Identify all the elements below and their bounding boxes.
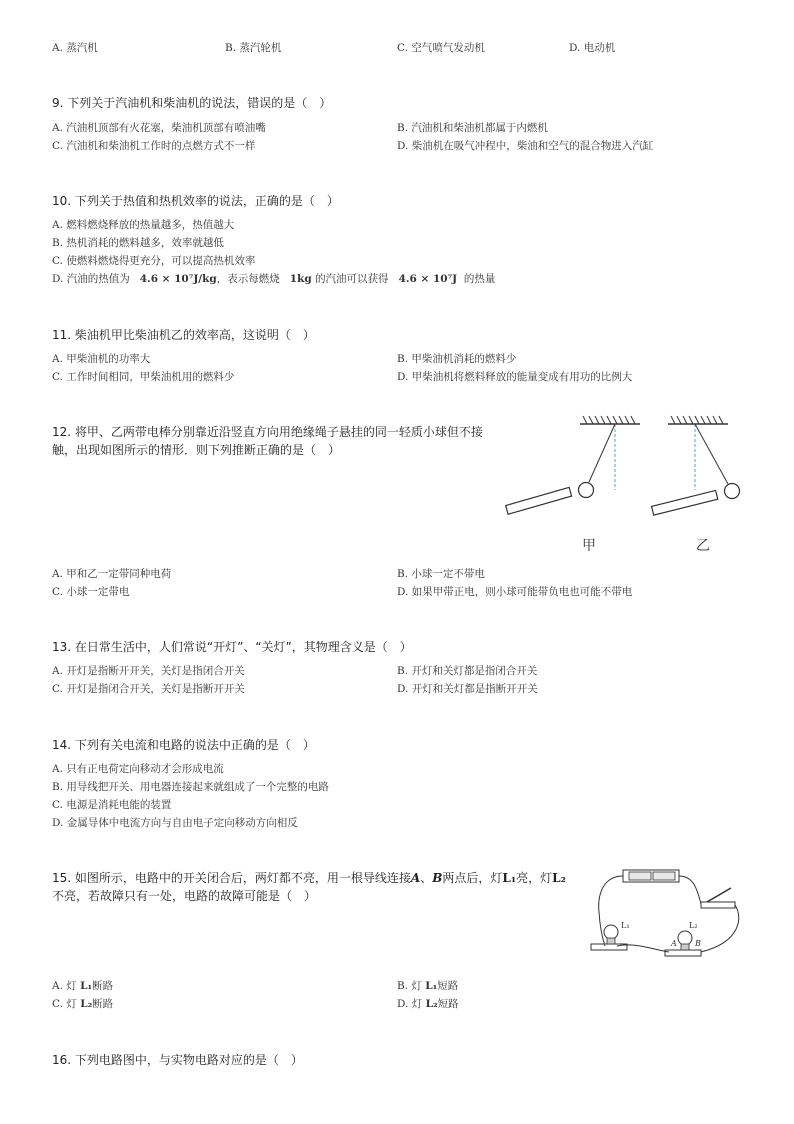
q13-option-b: B. 开灯和关灯都是指闭合开关 xyxy=(397,665,538,677)
q9-option-c: C. 汽油机和柴油机工作时的点燃方式不一样 xyxy=(52,140,256,152)
q10-stem: 10. 下列关于热值和热机效率的说法，正确的是（ ） xyxy=(52,194,339,208)
q15-option-c-prefix: C. 灯 xyxy=(52,998,77,1010)
q15-lamp2: L₂ xyxy=(552,871,566,885)
fig-label-l1: L₁ xyxy=(621,921,630,930)
q13-option-d: D. 开灯和关灯都是指断开开关 xyxy=(397,683,538,695)
ceiling-right xyxy=(668,416,728,424)
q15-option-d-lamp: L₂ xyxy=(425,998,438,1010)
q15-point-b: B xyxy=(432,871,443,885)
q10-d-value3: 4.6 × 10⁷J xyxy=(398,273,458,285)
string-left xyxy=(589,424,615,482)
q12-pendulum-figure xyxy=(500,412,760,562)
rod-yi xyxy=(652,490,718,515)
label-jia: 甲 xyxy=(582,538,596,554)
q12-stem-line2: 触，出现如图所示的情形．则下列推断正确的是（ ） xyxy=(52,443,341,457)
ball-left xyxy=(579,483,594,498)
q15-stem-c: 两点后，灯 xyxy=(442,871,503,885)
q15-stem-line2: 不亮，若故障只有一处，电路的故障可能是（ ） xyxy=(52,889,317,903)
q15-option-b xyxy=(397,978,458,993)
q15-option-a xyxy=(52,978,113,993)
q14-option-d: D. 金属导体中电流方向与自由电子定向移动方向相反 xyxy=(52,817,298,829)
q10-option-d xyxy=(52,271,495,286)
q15-option-b-lamp: L₁ xyxy=(425,980,438,992)
q15-option-b-suffix: 短路 xyxy=(437,980,459,992)
q9-option-d: D. 柴油机在吸气冲程中，柴油和空气的混合物进入汽缸 xyxy=(397,140,654,152)
string-right xyxy=(695,424,728,484)
q9-stem: 9. 下列关于汽油机和柴油机的说法，错误的是（ ） xyxy=(52,96,332,110)
q12-option-b: B. 小球一定不带电 xyxy=(397,568,485,580)
label-yi: 乙 xyxy=(696,538,710,554)
q10-d-prefix: D. 汽油的热值为 xyxy=(52,273,130,285)
q13-option-a: A. 开灯是指断开开关，关灯是指闭合开关 xyxy=(52,665,245,677)
q11-option-c: C. 工作时间相同，甲柴油机用的燃料少 xyxy=(52,371,235,383)
q14-option-b: B. 用导线把开关、用电器连接起来就组成了一个完整的电路 xyxy=(52,781,329,793)
q15-stem-a: 15. 如图所示，电路中的开关闭合后，两灯都不亮，用一根导线连接 xyxy=(52,871,411,885)
q10-d-value2: 1kg xyxy=(289,273,312,285)
q15-stem-b: 、 xyxy=(420,871,433,885)
q15-point-a: A xyxy=(410,871,421,885)
battery xyxy=(623,870,679,882)
q14-stem: 14. 下列有关电流和电路的说法中正确的是（ ） xyxy=(52,738,315,752)
q15-option-c-lamp: L₂ xyxy=(80,998,93,1010)
q15-stem-line1 xyxy=(52,869,566,886)
q15-option-c xyxy=(52,996,113,1011)
q12-stem-line1: 12. 将甲、乙两带电棒分别靠近沿竖直方向用绝缘绳子悬挂的同一轻质小球但不接 xyxy=(52,425,483,439)
fig-label-b: B xyxy=(695,939,701,948)
q12-option-c: C. 小球一定带电 xyxy=(52,586,130,598)
q15-option-a-suffix: 断路 xyxy=(92,980,114,992)
q15-option-a-lamp: L₁ xyxy=(80,980,93,992)
q15-option-b-prefix: B. 灯 xyxy=(397,980,422,992)
q8-option-b: B. 蒸汽轮机 xyxy=(225,42,282,54)
q16-stem: 16. 下列电路图中，与实物电路对应的是（ ） xyxy=(52,1053,303,1067)
q10-d-suffix: 的热量 xyxy=(463,273,496,285)
q11-option-a: A. 甲柴油机的功率大 xyxy=(52,353,151,365)
ball-right xyxy=(725,484,740,499)
lamp-l2 xyxy=(665,921,701,956)
switch xyxy=(701,888,735,908)
q15-lamp1: L₁ xyxy=(502,871,517,885)
q11-option-b: B. 甲柴油机消耗的燃料少 xyxy=(397,353,517,365)
q11-stem: 11. 柴油机甲比柴油机乙的效率高，这说明（ ） xyxy=(52,328,315,342)
fig-label-a: A xyxy=(671,939,677,948)
q15-option-d xyxy=(397,996,459,1011)
q10-option-c: C. 使燃料燃烧得更充分，可以提高热机效率 xyxy=(52,255,256,267)
q11-option-d: D. 甲柴油机将燃料释放的能量变成有用功的比例大 xyxy=(397,371,633,383)
q15-option-d-prefix: D. 灯 xyxy=(397,998,423,1010)
q14-option-a: A. 只有正电荷定向移动才会形成电流 xyxy=(52,763,224,775)
ceiling-left xyxy=(580,416,640,424)
q10-d-mid2: 的汽油可以获得 xyxy=(315,273,389,285)
q10-d-value1: 4.6 × 10⁷J/kg xyxy=(139,273,217,285)
q10-d-mid1: ，表示每燃烧 xyxy=(216,273,280,285)
q15-stem-d: 亮，灯 xyxy=(516,871,553,885)
lamp-l1 xyxy=(591,921,630,950)
q15-option-a-prefix: A. 灯 xyxy=(52,980,77,992)
q15-circuit-figure xyxy=(585,862,745,962)
q12-option-d: D. 如果甲带正电，则小球可能带负电也可能不带电 xyxy=(397,586,633,598)
q9-option-a: A. 汽油机顶部有火花塞，柴油机顶部有喷油嘴 xyxy=(52,122,266,134)
fig-label-l2: L₂ xyxy=(689,921,698,930)
rod-jia xyxy=(506,487,572,514)
wires xyxy=(599,876,739,952)
q8-option-c: C. 空气喷气发动机 xyxy=(397,42,485,54)
q13-stem: 13. 在日常生活中，人们常说“开灯”、“关灯”，其物理含义是（ ） xyxy=(52,640,412,654)
q8-option-d: D. 电动机 xyxy=(569,42,616,54)
q12-option-a: A. 甲和乙一定带同种电荷 xyxy=(52,568,172,580)
q8-option-a: A. 蒸汽机 xyxy=(52,42,98,54)
q15-option-d-suffix: 短路 xyxy=(437,998,459,1010)
q14-option-c: C. 电源是消耗电能的装置 xyxy=(52,799,172,811)
q15-option-c-suffix: 断路 xyxy=(92,998,114,1010)
q9-option-b: B. 汽油机和柴油机都属于内燃机 xyxy=(397,122,548,134)
q10-option-b: B. 热机消耗的燃料越多，效率就越低 xyxy=(52,237,224,249)
q13-option-c: C. 开灯是指闭合开关，关灯是指断开开关 xyxy=(52,683,245,695)
q10-option-a: A. 燃料燃烧释放的热量越多，热值越大 xyxy=(52,219,235,231)
